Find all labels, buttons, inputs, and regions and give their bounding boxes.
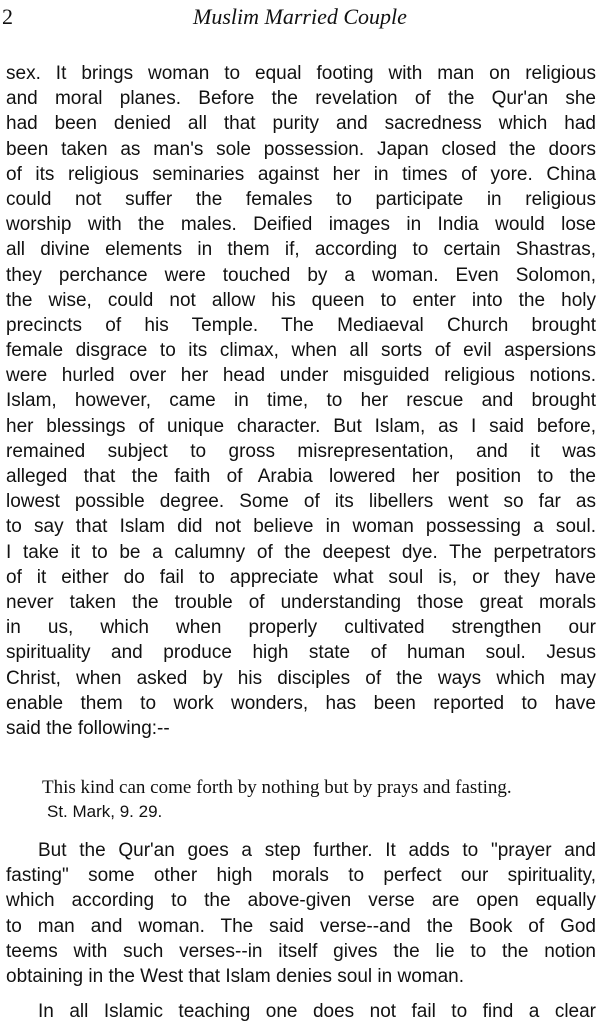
text-line: lowest possible degree. Some of its libellers went so far as <box>6 491 596 513</box>
text-line: they perchance were touched by a woman. Even Solomon, <box>6 264 596 286</box>
page-number: 2 <box>2 4 13 29</box>
text-line: the wise, could not allow his queen to enter into the holy <box>6 289 596 311</box>
text-line: of it either do fail to appreciate what soul is, or they have <box>6 566 596 588</box>
text-line: all divine elements in them if, according to certain Shastras, <box>6 239 596 261</box>
text-line: remained subject to gross misrepresentation, and it was <box>6 440 596 462</box>
text-line: precincts of his Temple. The Mediaeval Church brought <box>6 314 596 336</box>
quote-text: This kind can come forth by nothing but by prays and fasting. <box>42 777 512 798</box>
text-line: were hurled over her head under misguided religious notions. <box>6 365 596 387</box>
block-quote <box>42 776 598 824</box>
text-line: to man and woman. The said verse--and the Book of God <box>6 915 596 937</box>
text-line: never taken the trouble of understanding those great morals <box>6 591 596 613</box>
page-header <box>0 0 600 40</box>
text-line: fasting" some other high morals to perfect our spirituality, <box>6 865 596 887</box>
text-line: in us, which when properly cultivated strengthen our <box>6 617 596 639</box>
text-line: enable them to work wonders, has been reported to have <box>6 692 596 714</box>
text-line: and moral planes. Before the revelation of the Qur'an she <box>6 88 596 110</box>
text-line: alleged that the faith of Arabia lowered her position to the <box>6 466 596 487</box>
text-line: her blessings of unique character. But Islam, as I said before, <box>6 415 596 437</box>
text-line: could not suffer the females to participate in religious <box>6 188 596 210</box>
quote-citation: St. Mark, 9. 29. <box>47 802 163 821</box>
paragraph-2 <box>6 838 596 989</box>
text-line: of its religious seminaries against her in times of yore. China <box>6 163 596 185</box>
text-line: teems with such verses--in itself gives the lie to the notion <box>6 940 596 962</box>
text-line: Islam, however, came in time, to her rescue and brought <box>6 390 596 412</box>
text-line: But the Qur'an goes a step further. It adds to "prayer and <box>38 840 596 861</box>
running-head: Muslim Married Couple <box>193 4 407 29</box>
text-line: had been denied all that purity and sacredness which had <box>6 113 596 135</box>
text-line: In all Islamic teaching one does not fail to find a clear <box>38 1001 596 1022</box>
text-line: spirituality and produce high state of human soul. Jesus <box>6 642 596 664</box>
text-line: female disgrace to its climax, when all sorts of evil aspersions <box>6 340 596 362</box>
text-line: worship with the males. Deified images in India would lose <box>6 214 596 236</box>
text-line: said the following:-- <box>6 717 170 739</box>
paragraph-1 <box>6 61 596 741</box>
text-line: which according to the above-given verse are open equally <box>6 890 596 912</box>
text-line: Christ, when asked by his disciples of the ways which may <box>6 667 596 689</box>
text-line: I take it to be a calumny of the deepest dye. The perpetrators <box>6 541 596 563</box>
text-line: sex. It brings woman to equal footing with man on religious <box>6 63 596 84</box>
text-line: to say that Islam did not believe in woman possessing a soul. <box>6 516 596 538</box>
text-line: been taken as man's sole possession. Japan closed the doors <box>6 138 596 160</box>
paragraph-3 <box>6 999 596 1024</box>
text-line: obtaining in the West that Islam denies soul in woman. <box>6 965 465 987</box>
